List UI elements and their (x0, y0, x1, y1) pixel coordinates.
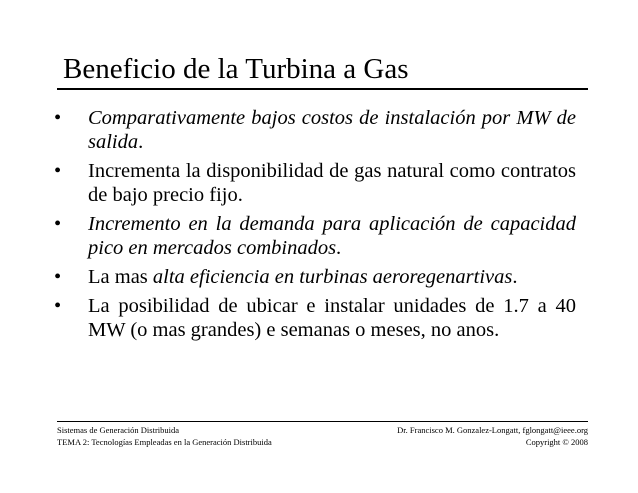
bullet-dot: • (54, 213, 62, 235)
bullet-text: . (512, 266, 518, 288)
bullet-dot: • (54, 295, 62, 317)
bullet-text-italic: Comparativamente bajos costos de instalación por MW de salida (88, 107, 576, 153)
bullet-text: La posibilidad de ubicar e instalar unidades de 1.7 a 40 MW (o mas grandes) e semanas o meses, no anos. (88, 295, 576, 341)
bullet-item (54, 294, 576, 342)
bullet-text-italic: Incremento en la demanda para aplicación de capacidad pico en mercados combinados (88, 213, 576, 259)
slide-title: Beneficio de la Turbina a Gas (63, 53, 409, 85)
bullet-item (54, 106, 576, 154)
bullet-text: La mas (88, 266, 153, 288)
footer-author-info (397, 424, 588, 448)
title-divider (57, 88, 588, 90)
footer-divider (57, 421, 588, 422)
bullet-text: . (336, 237, 342, 259)
footer-author: Dr. Francisco M. Gonzalez-Longatt, fglongatt@ieee.org (397, 425, 588, 435)
bullet-text-italic: alta eficiencia en turbinas aeroregenartivas (152, 266, 513, 288)
bullet-text: . (138, 131, 144, 153)
bullet-dot: • (54, 107, 62, 129)
bullet-item (54, 159, 576, 207)
footer-course-name: Sistemas de Generación Distribuida (57, 425, 180, 435)
bullet-item (54, 265, 576, 289)
bullet-list (54, 106, 576, 347)
bullet-dot: • (54, 266, 62, 288)
bullet-text: Incrementa la disponibilidad de gas natural como contratos de bajo precio fijo. (88, 160, 576, 206)
footer-course-info (57, 424, 272, 448)
bullet-item (54, 212, 576, 260)
footer-topic: TEMA 2: Tecnologías Empleadas en la Generación Distribuida (57, 437, 272, 447)
bullet-dot: • (54, 160, 62, 182)
footer-copyright: Copyright © 2008 (525, 437, 588, 447)
